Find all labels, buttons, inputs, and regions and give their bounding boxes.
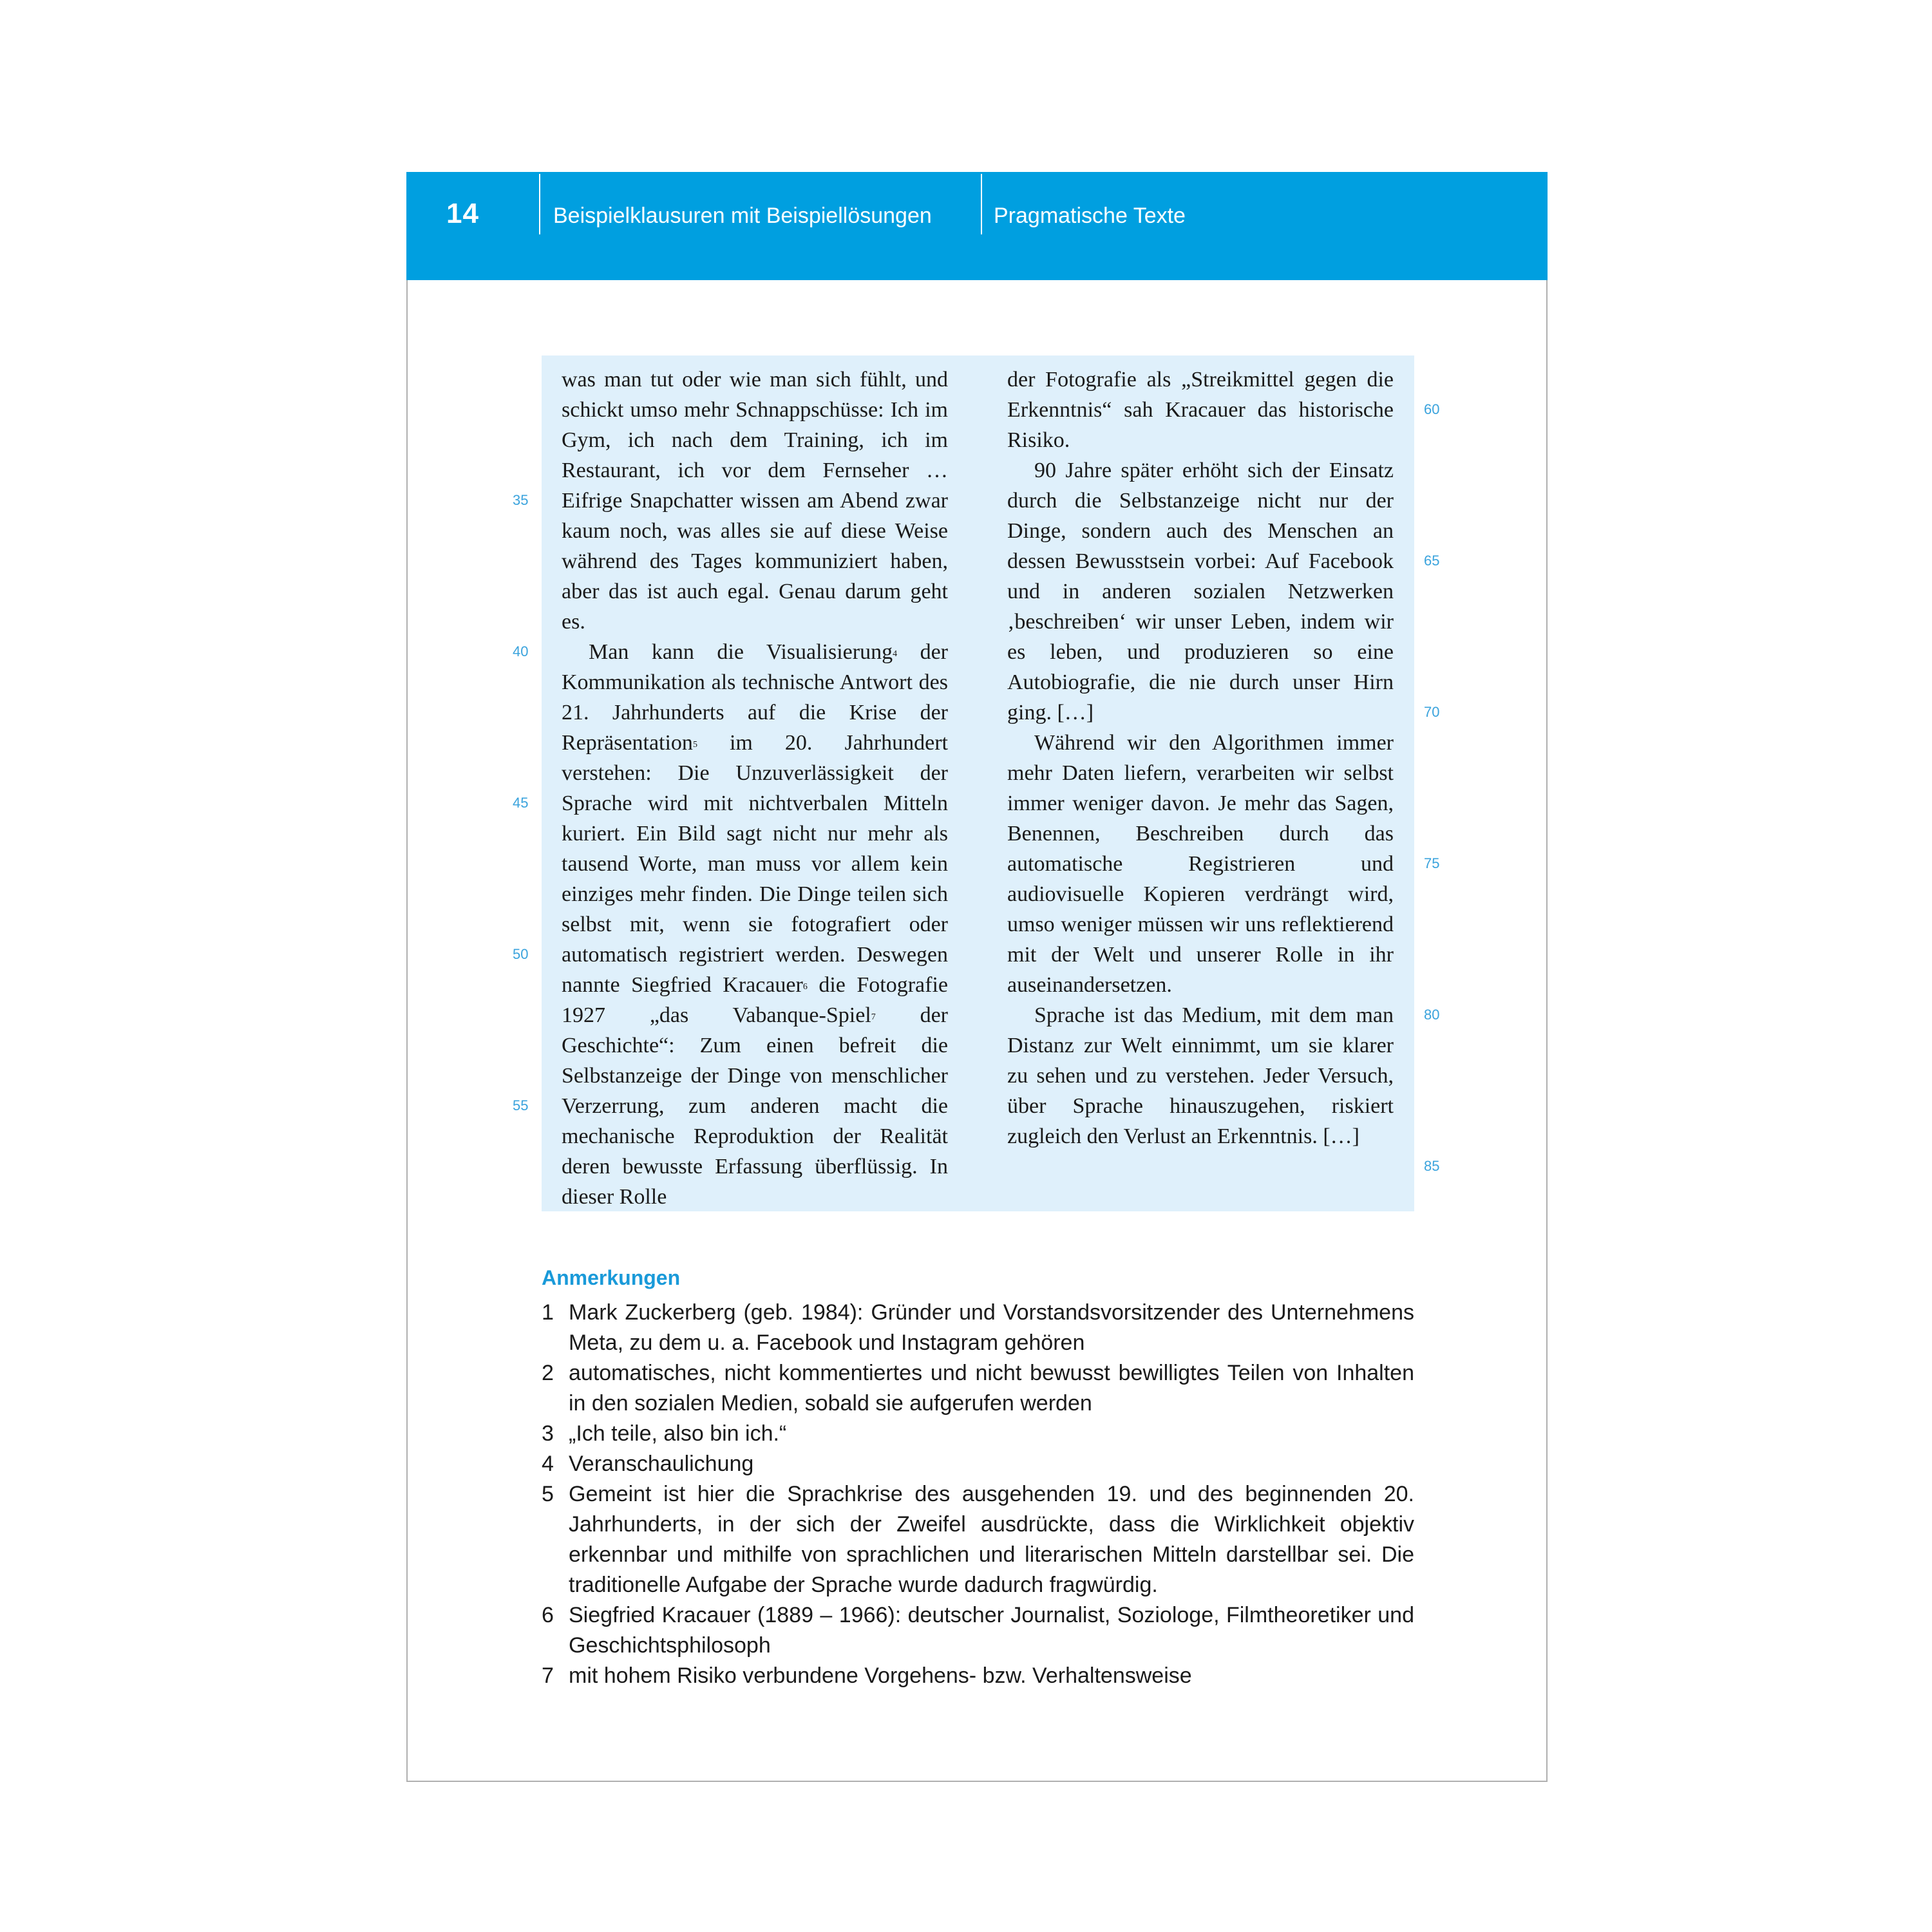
- line-number: 70: [1424, 704, 1440, 720]
- annotation-item: [542, 1449, 1414, 1479]
- annotation-item: [542, 1419, 1414, 1449]
- annotation-text: Gemeint ist hier die Sprachkrise des ausgehenden 19. und des beginnenden 20. Jahrhunderts, in der sich der Zweifel ausdrückte, dass die Wirklichkeit objektiv erkennbar und mithilfe von sprachlichen und literarischen Mitteln darstellbar sei. Die traditionelle Aufgabe der Sprache wurde dadurch fragwürdig.: [569, 1482, 1414, 1597]
- annotation-text: Veranschaulichung: [569, 1452, 754, 1476]
- annotations-heading: Anmerkungen: [542, 1266, 681, 1289]
- line-number: 55: [513, 1097, 529, 1113]
- text-column-right: [1007, 365, 1394, 1151]
- chapter-title: Beispielklausuren mit Beispiellösungen: [553, 204, 932, 228]
- paragraph: Während wir den Algorithmen immer mehr Daten liefern, verarbeiten wir selbst immer weniger davon. Je mehr das Sagen, Benennen, Beschreiben durch das automatische Registrieren und audiovisuelle Kopieren verdrängt wird, umso weniger müssen wir uns reflektierend mit der Welt und unserer Rolle in ihr auseinandersetzen.: [1007, 731, 1394, 997]
- line-number: 40: [513, 643, 529, 659]
- paragraph: der Fotografie als „Streikmittel gegen die Erkenntnis“ sah Kracauer das historische Risiko.: [1007, 368, 1394, 452]
- line-number: 35: [513, 492, 529, 508]
- paragraph: was man tut oder wie man sich fühlt, und schickt umso mehr Schnappschüsse: Ich im Gym, ich nach dem Training, ich im Restaurant, ich vor dem Fernseher … Eifrige Snapchatter wissen am Abend zwar kaum noch, was alles sie auf diese Weise während des Tages kommuniziert haben, aber das ist auch egal. Genau darum geht es.: [562, 368, 948, 634]
- line-number: 65: [1424, 553, 1440, 569]
- annotation-number: 6: [542, 1603, 554, 1627]
- footnote-ref: 7: [871, 1012, 876, 1022]
- annotation-number: 7: [542, 1663, 554, 1688]
- annotation-number: 4: [542, 1452, 554, 1476]
- annotation-text: mit hohem Risiko verbundene Vorgehens- bzw. Verhaltensweise: [569, 1663, 1192, 1688]
- annotation-number: 3: [542, 1421, 554, 1446]
- footnote-ref: 4: [893, 649, 898, 659]
- annotation-text: „Ich teile, also bin ich.“: [569, 1421, 787, 1446]
- annotation-item: [542, 1298, 1414, 1358]
- paragraph: 90 Jahre später erhöht sich der Einsatz durch die Selbstanzeige nicht nur der Dinge, sondern auch des Menschen an dessen Bewusstsein vorbei: Auf Facebook und in anderen sozialen Netzwerken ‚beschreiben‘ wir unser Leben, indem wir es leben, und produzieren so eine Autobiografie, die nie durch unser Hirn ging. […]: [1007, 459, 1394, 724]
- annotation-item: [542, 1661, 1414, 1691]
- line-number: 60: [1424, 401, 1440, 417]
- section-title: Pragmatische Texte: [994, 204, 1186, 228]
- header-divider: [539, 174, 540, 234]
- annotations-section: [542, 1266, 1414, 1691]
- annotation-number: 2: [542, 1361, 554, 1385]
- footnote-ref: 6: [802, 982, 808, 992]
- page-number: 14: [446, 198, 479, 229]
- page-header: [406, 172, 1548, 280]
- footnote-ref: 5: [692, 740, 697, 750]
- line-number: 75: [1424, 855, 1440, 871]
- line-number: 50: [513, 946, 529, 962]
- paragraph: Sprache ist das Medium, mit dem man Distanz zur Welt einnimmt, um sie klarer zu sehen und zu verstehen. Jeder Versuch, über Sprache hinauszugehen, riskiert zugleich den Verlust an Erkenntnis. […]: [1007, 1003, 1394, 1148]
- annotation-number: 1: [542, 1300, 554, 1325]
- header-divider: [981, 174, 982, 234]
- annotation-text: Siegfried Kracauer (1889 – 1966): deutscher Journalist, Soziologe, Filmtheoretiker und Geschichtsphilosoph: [569, 1603, 1414, 1658]
- paragraph: Man kann die Visualisierung$^4$ der Kommunikation als technische Antwort des 21. Jahrhunderts auf die Krise der Repräsentation$^5$ im 20. Jahrhundert verstehen: Die Unzuverlässigkeit der Sprache wird mit nichtverbalen Mitteln kuriert. Ein Bild sagt nicht nur mehr als tausend Worte, man muss vor allem kein einziges mehr finden. Die Dinge teilen sich selbst mit, wenn sie fotografiert oder automatisch registriert werden. Deswegen nannte Siegfried Kracauer$^6$ die Fotografie 1927 „das Vabanque-Spiel$^7$ der Geschichte“: Zum einen befreit die Selbstanzeige der Dinge von menschlicher Verzerrung, zum anderen macht die mechanische Reproduktion der Realität deren bewusste Erfassung überflüssig. In dieser Rolle: [562, 640, 948, 1209]
- annotation-item: [542, 1358, 1414, 1419]
- text-column-left: [562, 365, 948, 1212]
- line-number: 45: [513, 795, 529, 811]
- annotation-number: 5: [542, 1482, 554, 1506]
- annotation-text: Mark Zuckerberg (geb. 1984): Gründer und Vorstandsvorsitzender des Unternehmens Meta, zu dem u. a. Facebook und Instagram gehören: [569, 1300, 1414, 1355]
- annotation-item: [542, 1479, 1414, 1600]
- line-number: 80: [1424, 1007, 1440, 1023]
- line-number: 85: [1424, 1158, 1440, 1174]
- annotation-item: [542, 1600, 1414, 1661]
- annotation-text: automatisches, nicht kommentiertes und nicht bewusst bewilligtes Teilen von Inhalten in den sozialen Medien, sobald sie aufgerufen werden: [569, 1361, 1414, 1416]
